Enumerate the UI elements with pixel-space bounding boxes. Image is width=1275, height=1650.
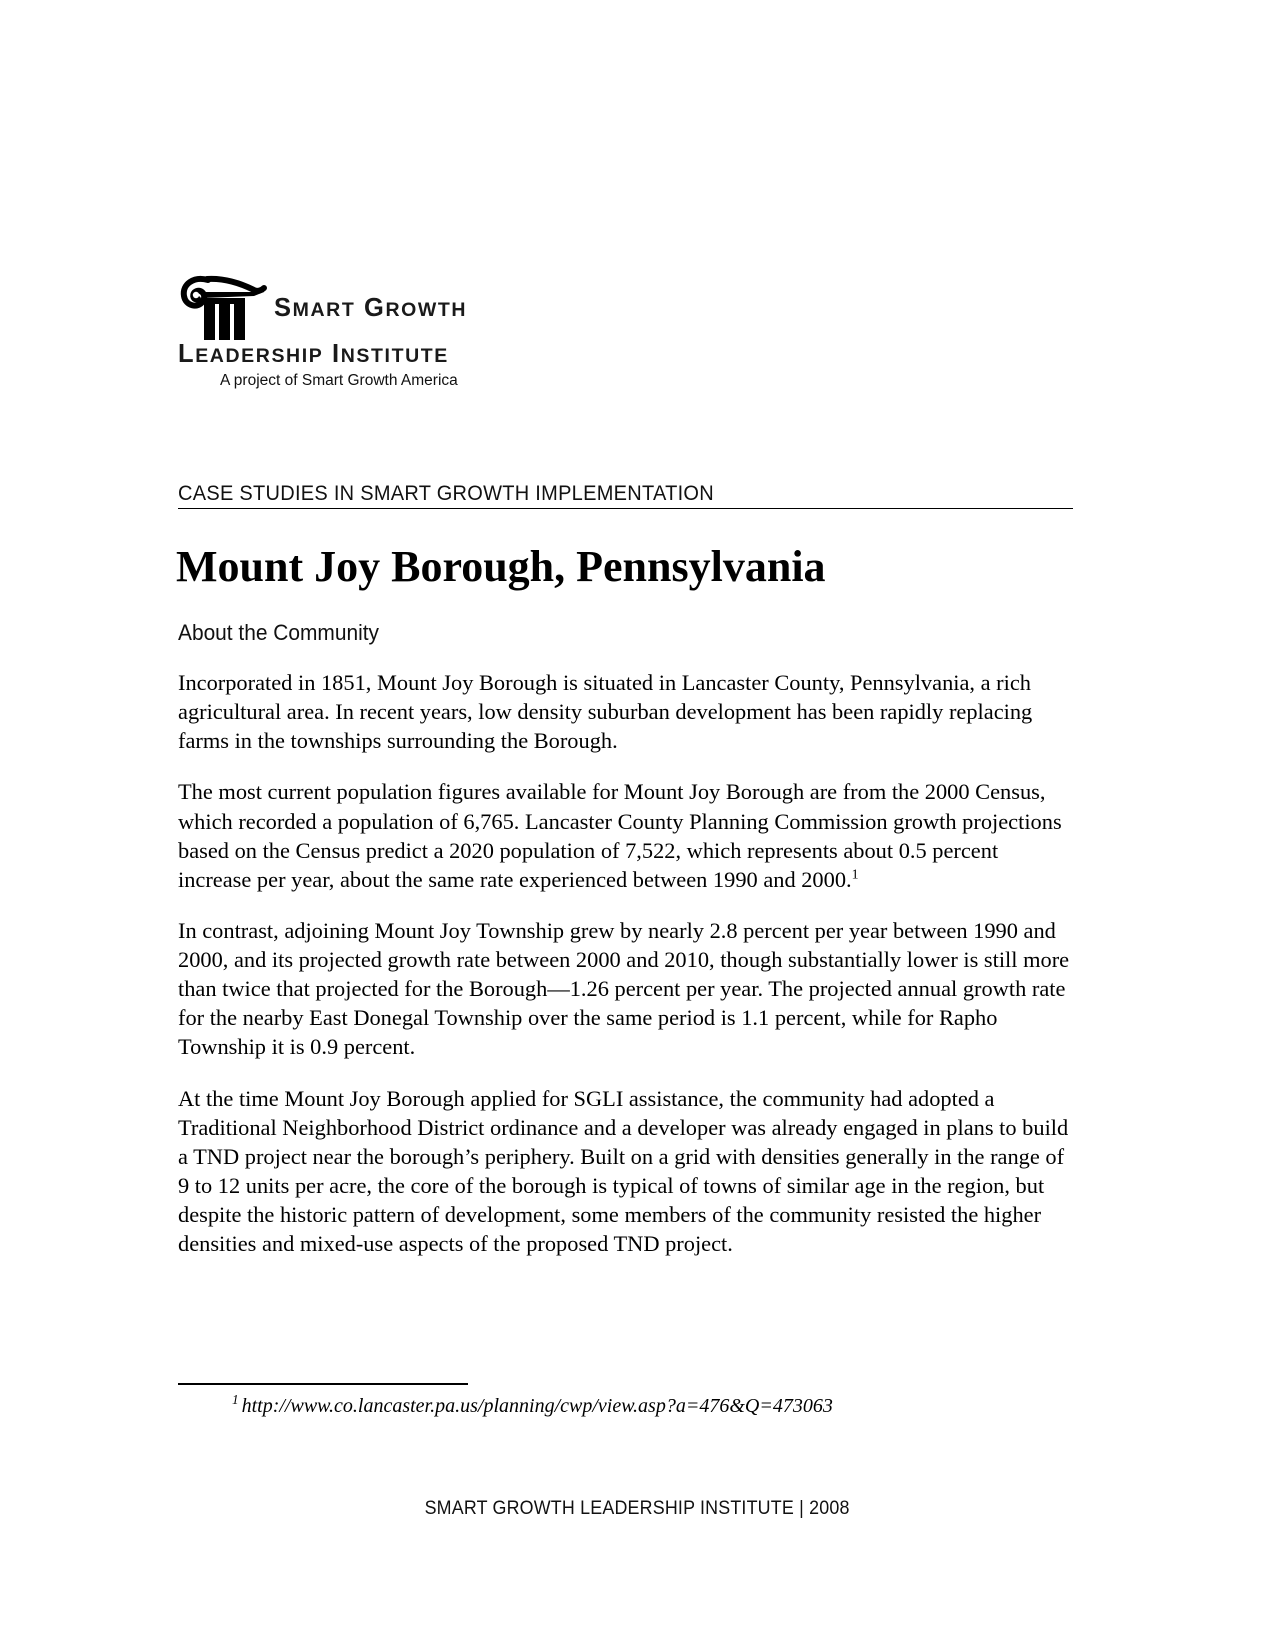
logo-tagline: A project of Smart Growth America [220,372,458,389]
page-title: Mount Joy Borough, Pennsylvania [176,542,826,592]
paragraph-2 [178,777,1074,894]
title-divider [178,508,1073,509]
logo-row [178,268,598,340]
paragraph-3: In contrast, adjoining Mount Joy Township grew by nearly 2.8 percent per year between 1990 and 2000, and its projected growth rate between 2000 and 2010, though substantially lower is still more than twice that projected for the Borough—1.26 percent per year. The projected annual growth rate for the nearby East Donegal Township over the same period is 1.1 percent, while for Rapho Township it is 0.9 percent. [178,917,1070,1060]
section-heading-about-the-community: About the Community [178,620,379,645]
footnote-separator [178,1383,468,1385]
footnote-url[interactable]: http://www.co.lancaster.pa.us/planning/cwp/view.asp?a=476&Q=473063 [241,1395,833,1417]
footnote-number: 1 [232,1392,239,1408]
series-eyebrow: CASE STUDIES IN SMART GROWTH IMPLEMENTATION [178,481,714,505]
logo-line-1-text: SMART GROWTH [274,294,468,322]
logo-line-2 [178,342,449,368]
organization-logo [178,268,598,389]
paragraph-2-text: The most current population figures available for Mount Joy Borough are from the 2000 Census, which recorded a population of 6,765. Lancaster County Planning Commission growth projections based on the Census predict a 2020 population of 7,522, which represents about 0.5 percent increase per year, about the same rate experienced between 1990 and 2000. [178,779,1062,892]
footnote-reference-1[interactable]: 1 [851,867,859,883]
ionic-column-icon [178,268,270,340]
footnote-entry [232,1392,1082,1418]
page-footer-text: SMART GROWTH LEADERSHIP INSTITUTE | 2008 [424,1498,851,1519]
paragraph-4: At the time Mount Joy Borough applied for SGLI assistance, the community had adopted a Traditional Neighborhood District ordinance and a developer was already engaged in plans to build a TND project near the borough’s periphery. Built on a grid with densities generally in the range of 9 to 12 units per acre, the core of the borough is typical of towns of similar age in the region, but despite the historic pattern of development, some members of the community resisted the higher densities and mixed-use aspects of the proposed TND project. [178,1085,1069,1257]
page-footer [0,1498,1275,1520]
paragraph-1: Incorporated in 1851, Mount Joy Borough is situated in Lancaster County, Pennsylvania, a rich agricultural area. In recent years, low density suburban development has been rapidly replacing farms in the townships surrounding the Borough. [178,670,1033,754]
logo-line-1 [274,296,467,322]
body-text-column [178,668,1074,1258]
logo-line-2-text: LEADERSHIP INSTITUTE [178,340,449,368]
